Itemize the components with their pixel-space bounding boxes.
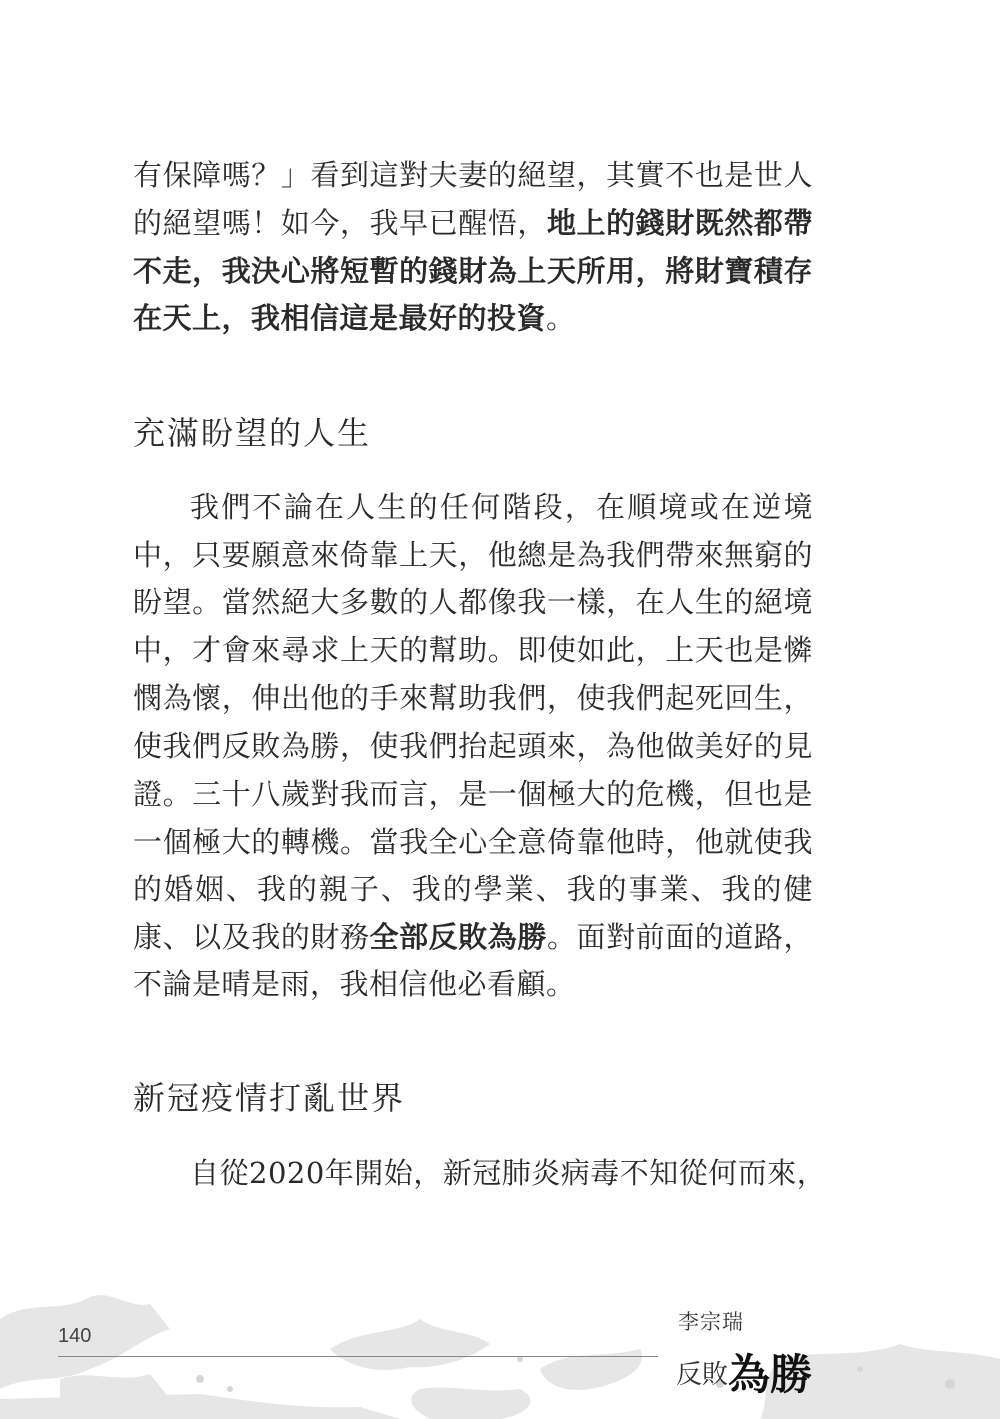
- text-segment: 不論是晴是雨，我相信他必看顧。: [133, 967, 576, 1001]
- book-title-part: 反敗: [676, 1360, 729, 1390]
- text-line: [190, 1153, 827, 1193]
- book-title-brush: 為勝: [728, 1350, 813, 1399]
- text-line: [133, 678, 813, 718]
- bold-text-segment: 在天上，我相信這是最好的投資: [133, 301, 547, 335]
- text-line: [133, 582, 813, 622]
- text-line: [133, 726, 813, 766]
- section-heading-covid: 新冠疫情打亂世界: [133, 1079, 406, 1117]
- book-logo: [676, 1302, 826, 1399]
- book-author: 李宗瑞: [678, 1310, 744, 1334]
- book-title: [676, 1336, 813, 1399]
- text-line: [133, 203, 813, 243]
- text-line: [133, 155, 813, 195]
- text-segment: 憫為懷，伸出他的手來幫助我們，使我們起死回生，: [133, 681, 813, 715]
- text-line: [133, 774, 813, 814]
- text-line: [133, 964, 813, 1004]
- text-line: [190, 487, 813, 527]
- text-line: [133, 251, 813, 291]
- page-number: 140: [58, 1325, 92, 1347]
- text-segment: 有保障嗎？」看到這對夫妻的絕望，其實不也是世人: [133, 158, 813, 192]
- text-segment: 我們不論在人生的任何階段，在順境或在逆境: [190, 490, 813, 524]
- bold-text-segment: 全部反敗為勝: [369, 920, 547, 954]
- text-segment: 一個極大的轉機。當我全心全意倚靠他時，他就使我: [133, 825, 813, 859]
- ink-texture-decoration: [0, 1289, 1000, 1419]
- text-segment: 盼望。當然絕大多數的人都像我一樣，在人生的絕境: [133, 585, 813, 619]
- text-segment: 的絕望嗎！如今，我早已醒悟，: [133, 206, 547, 240]
- text-segment: 中，才會來尋求上天的幫助。即使如此，上天也是憐: [133, 633, 813, 667]
- text-line: [133, 869, 813, 909]
- bold-text-segment: 地上的錢財既然都帶: [546, 206, 813, 240]
- footer-divider: [58, 1356, 658, 1357]
- text-segment: 。: [546, 301, 576, 335]
- text-segment: 證。三十八歲對我而言，是一個極大的危機，但也是: [133, 777, 813, 811]
- text-segment: 中，只要願意來倚靠上天，他總是為我們帶來無窮的: [133, 538, 813, 572]
- text-segment: 康、以及我的財務: [133, 920, 370, 954]
- bold-text-segment: 不走，我決心將短暫的錢財為上天所用，將財寶積存: [133, 254, 813, 288]
- text-segment: 使我們反敗為勝，使我們抬起頭來，為他做美好的見: [133, 729, 813, 763]
- text-segment: 的婚姻、我的親子、我的學業、我的事業、我的健: [133, 872, 813, 906]
- text-line: [133, 535, 813, 575]
- text-line: [133, 630, 813, 670]
- text-segment: 。面對前面的道路，: [546, 920, 813, 954]
- text-line: [133, 822, 813, 862]
- text-segment: 自從2020年開始，新冠肺炎病毒不知從何而來，: [190, 1156, 827, 1190]
- section-heading-hope: 充滿盼望的人生: [133, 414, 372, 452]
- text-line: [133, 298, 813, 338]
- text-line: [133, 917, 813, 957]
